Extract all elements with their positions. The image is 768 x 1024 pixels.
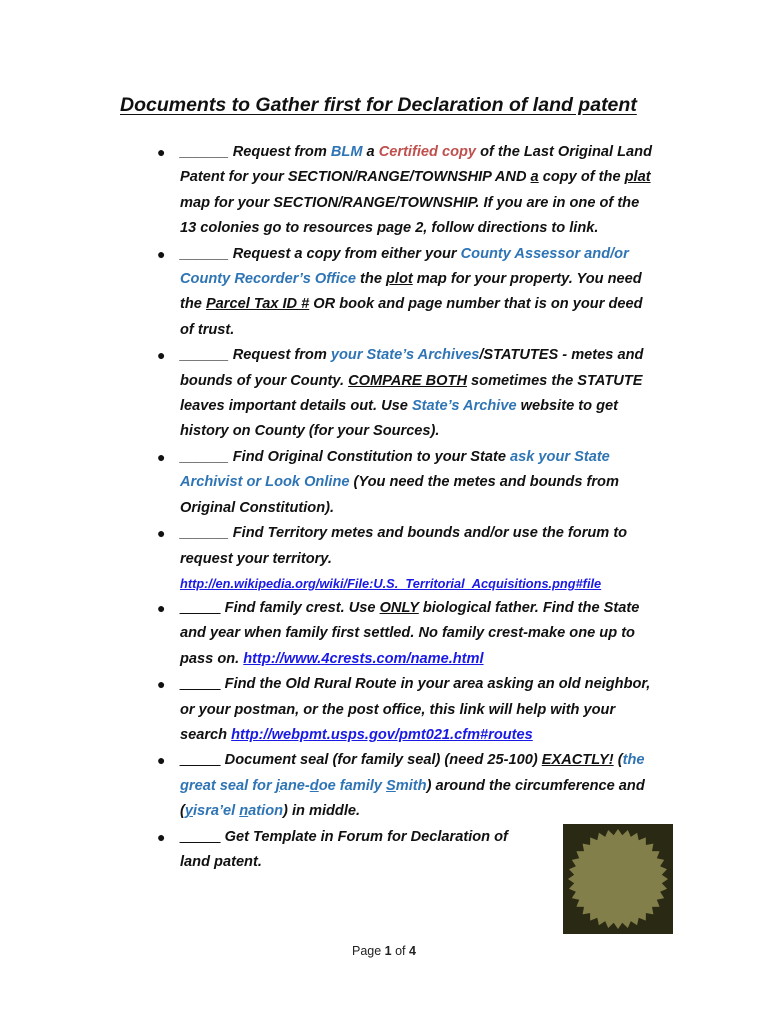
bullet-icon: ● bbox=[157, 448, 166, 465]
list-item: ● ______ Request a copy from either your County Assessor and/or County Recorder’s Office the plot map for your property. You need the Parcel Tax ID # OR book and page number that is on your deed of trust. bbox=[155, 242, 695, 344]
checklist bbox=[155, 140, 695, 875]
list-item: ● ______ Find Territory metes and bounds and/or use the forum to request your territory. http://en.wikipedia.org/wiki/File:U.S._Territorial_Acquisitions.png#file bbox=[155, 521, 695, 596]
list-item: ● _____ Document seal (for family seal) (need 25-100) EXACTLY! (the great seal for jane-doe family Smith) around the circumference and (yisra’el nation) in middle. bbox=[155, 748, 695, 824]
page-title: Documents to Gather first for Declaration of land patent bbox=[120, 94, 637, 116]
list-item: ● _____ Find family crest. Use ONLY biological father. Find the State and year when family first settled. No family crest-make one up to pass on. http://www.4crests.com/name.html bbox=[155, 596, 695, 672]
seal-starburst-icon bbox=[563, 824, 673, 934]
bullet-icon: ● bbox=[157, 347, 166, 364]
list-item: ● ______ Request from BLM a Certified copy of the Last Original Land Patent for your SECTION/RANGE/TOWNSHIP AND a copy of the plat map for your SECTION/RANGE/TOWNSHIP. If you are in one of the 13 colonies go to resources page 2, follow directions to link. bbox=[155, 140, 695, 242]
list-item: ● ______ Request from your State’s Archives/STATUTES - metes and bounds of your County. COMPARE BOTH sometimes the STATUTE leaves important details out. Use State’s Archive website to get history on County (for your Sources). bbox=[155, 343, 695, 445]
list-item: ● _____ Get Template in Forum for Declaration of land patent. bbox=[155, 825, 695, 876]
list-item: ● ______ Find Original Constitution to your State ask your State Archivist or Look Online (You need the metes and bounds from Original Constitution). bbox=[155, 445, 695, 521]
bullet-icon: ● bbox=[157, 144, 166, 160]
bullet-icon: ● bbox=[157, 245, 166, 262]
list-item: ● _____ Find the Old Rural Route in your area asking an old neighbor, or your postman, or the post office, this link will help with your search http://webpmt.usps.gov/pmt021.cfm#routes bbox=[155, 672, 695, 748]
bullet-icon: ● bbox=[157, 676, 166, 693]
page-footer: Page 1 of 4 bbox=[352, 944, 416, 958]
seal-starburst-shape bbox=[568, 829, 668, 929]
bullet-icon: ● bbox=[157, 752, 166, 769]
seal-image bbox=[563, 824, 673, 934]
bullet-icon: ● bbox=[157, 599, 166, 616]
bullet-icon: ● bbox=[157, 525, 166, 542]
4crests-link[interactable]: http://www.4crests.com/name.html bbox=[243, 650, 484, 667]
usps-routes-link[interactable]: http://webpmt.usps.gov/pmt021.cfm#routes bbox=[231, 726, 533, 743]
wikipedia-link[interactable]: http://en.wikipedia.org/wiki/File:U.S._Territorial_Acquisitions.png#file bbox=[180, 575, 602, 591]
bullet-icon: ● bbox=[157, 828, 166, 845]
